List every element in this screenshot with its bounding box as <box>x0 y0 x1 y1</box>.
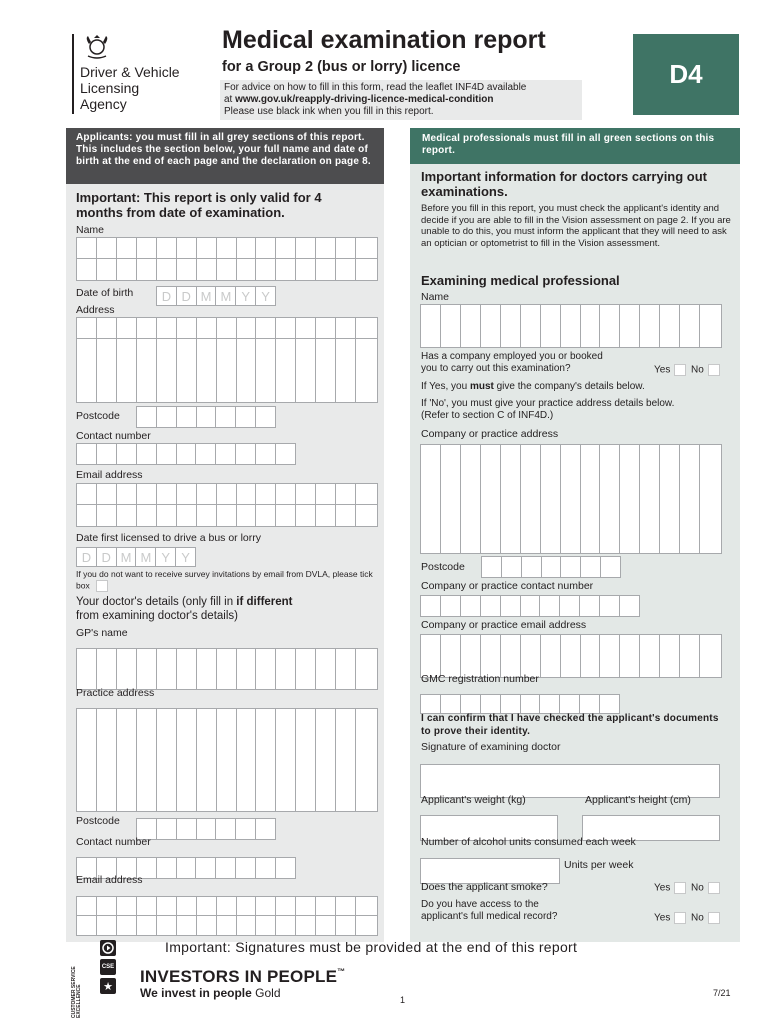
iip-level: Gold <box>255 986 281 1000</box>
company-no-checkbox[interactable] <box>708 364 720 376</box>
examiner-name-field[interactable] <box>420 304 722 348</box>
no-label: No <box>691 364 704 376</box>
yes-label: Yes <box>654 912 671 924</box>
if-yes-part: give the company's details below. <box>493 381 645 392</box>
company-yes-checkbox[interactable] <box>674 364 686 376</box>
agency-line: Licensing <box>80 80 140 96</box>
licensed-label: Date first licensed to drive a bus or lorry <box>76 532 261 544</box>
form-code-badge: D4 <box>633 34 739 115</box>
advice-link[interactable]: www.gov.uk/reapply-driving-licence-medical-condition <box>235 94 494 105</box>
iip-tagline <box>140 986 281 1000</box>
contact-field[interactable] <box>76 443 296 465</box>
iip-title: INVESTORS IN PEOPLE <box>140 967 338 986</box>
if-yes-text <box>421 381 645 393</box>
if-yes-must: must <box>469 381 494 392</box>
doctor-heading-emphasis: if different <box>236 596 293 608</box>
record-question-text: Do you have access to the <box>421 899 539 910</box>
signature-label: Signature of examining doctor <box>421 741 561 753</box>
yes-label: Yes <box>654 882 671 894</box>
name-field-row1[interactable] <box>76 237 378 259</box>
if-no-line: (Refer to section C of INF4D.) <box>421 410 554 421</box>
smoke-yes-option <box>654 882 686 895</box>
dob-cell[interactable]: M <box>197 287 217 306</box>
record-yes-option <box>654 912 686 925</box>
gp-name-label: GP's name <box>76 627 128 639</box>
address-label: Address <box>76 304 115 316</box>
royal-crest-icon <box>80 34 114 65</box>
units-label: Units per week <box>564 859 634 871</box>
weight-label: Applicant's weight (kg) <box>421 794 526 806</box>
email-label: Email address <box>76 469 143 481</box>
name-field-row2[interactable] <box>76 259 378 281</box>
cse-vertical-text: CUSTOMER SERVICE EXCELLENCE <box>71 966 82 1018</box>
page-title: Medical examination report <box>222 26 546 54</box>
iip-trademark: ™ <box>337 967 346 976</box>
page-subtitle: for a Group 2 (bus or lorry) licence <box>222 59 461 75</box>
practice-email-field-row1[interactable] <box>76 896 378 916</box>
company-postcode-label: Postcode <box>421 561 465 573</box>
alcohol-label: Number of alcohol units consumed each week <box>421 836 636 848</box>
contact-label: Contact number <box>76 430 151 442</box>
doctor-info-text: Before you fill in this report, you must check the applicant's identity and decide if you are able to fill in the Vision assessment on page 2. If you are unable to do this, you must inform the applicant that they will need to ask an optician or optometrist to fill in the Vision assessment. <box>421 203 731 249</box>
name-label: Name <box>76 224 105 236</box>
licensed-date-cell[interactable]: D <box>97 548 117 567</box>
dob-cell[interactable]: D <box>157 287 177 306</box>
doctor-info-heading: Important information for doctors carrying out examinations. <box>421 169 708 199</box>
identity-confirmation: I can confirm that I have checked the applicant's documents to prove their identity. <box>421 713 719 737</box>
company-address-field[interactable] <box>420 444 722 554</box>
iip-tag-text: We invest in people <box>140 986 252 1000</box>
advice-text: For advice on how to fill in this form, read the leaflet INF4D available <box>224 82 527 93</box>
survey-text-label: If you do not want to receive survey invitations by email from DVLA, please tick box <box>76 569 373 590</box>
yes-label: Yes <box>654 364 671 376</box>
examiner-name-label: Name <box>421 291 450 303</box>
doctor-heading-text: from examining doctor's details) <box>76 610 238 622</box>
if-yes-part: If Yes, you <box>421 381 470 392</box>
height-label: Applicant's height (cm) <box>585 794 691 806</box>
licensed-date-cell[interactable]: Y <box>156 548 176 567</box>
gmc-field[interactable] <box>420 694 620 714</box>
licensed-date-cell[interactable]: Y <box>176 548 196 567</box>
email-field-row1[interactable] <box>76 483 378 505</box>
record-question-text: applicant's full medical record? <box>421 911 558 922</box>
email2-label: Email address <box>76 874 143 886</box>
smoke-yes-checkbox[interactable] <box>674 882 686 894</box>
record-no-option <box>691 912 720 925</box>
agency-line: Agency <box>80 96 127 112</box>
postcode-label: Postcode <box>76 410 120 422</box>
record-yes-checkbox[interactable] <box>674 912 686 924</box>
licensed-date-cell[interactable]: M <box>117 548 137 567</box>
company-contact-field[interactable] <box>420 595 640 617</box>
survey-text <box>76 570 376 592</box>
gmc-label: GMC registration number <box>421 673 539 685</box>
address-field-row1[interactable] <box>76 317 378 339</box>
email-field-row2[interactable] <box>76 505 378 527</box>
smoke-label: Does the applicant smoke? <box>421 881 548 893</box>
doctor-details-heading <box>76 595 376 623</box>
company-postcode-field[interactable] <box>481 556 621 578</box>
applicant-banner: Applicants: you must fill in all grey sections of this report. This includes the section below, your full name and date of birth at the end of each page and the declaration on page 8. <box>66 128 384 184</box>
postcode2-label: Postcode <box>76 815 120 827</box>
advice-text: at <box>224 94 236 105</box>
smoke-no-checkbox[interactable] <box>708 882 720 894</box>
postcode-field[interactable] <box>136 406 276 428</box>
examining-heading: Examining medical professional <box>421 273 620 288</box>
dob-label: Date of birth <box>76 287 134 299</box>
practice-email-field-row2[interactable] <box>76 916 378 936</box>
dob-field[interactable] <box>156 286 276 306</box>
practice-address-field[interactable] <box>76 708 378 812</box>
play-icon <box>100 940 116 956</box>
dob-cell[interactable]: D <box>177 287 197 306</box>
licensed-date-cell[interactable]: D <box>77 548 97 567</box>
investors-in-people-logo <box>140 967 345 987</box>
licensed-date-field[interactable] <box>76 547 196 567</box>
dob-cell[interactable]: M <box>216 287 236 306</box>
company-email-label: Company or practice email address <box>421 619 587 631</box>
signature-field[interactable] <box>420 764 720 798</box>
company-yes-option <box>654 364 686 377</box>
signature-notice: Important: Signatures must be provided at the end of this report <box>165 939 578 955</box>
company-question-text: you to carry out this examination? <box>421 363 571 374</box>
medical-banner: Medical professionals must fill in all green sections on this report. <box>410 128 740 164</box>
company-question <box>421 351 651 375</box>
agency-line: Driver & Vehicle <box>80 64 180 80</box>
record-no-checkbox[interactable] <box>708 912 720 924</box>
no-label: No <box>691 912 704 924</box>
if-no-text <box>421 398 674 422</box>
smoke-no-option <box>691 882 720 895</box>
if-no-line: If 'No', you must give your practice address details below. <box>421 398 675 409</box>
company-no-option <box>691 364 720 377</box>
cse-badge: CSE <box>100 959 116 975</box>
company-email-field[interactable] <box>420 634 722 678</box>
crest-divider <box>72 34 74 114</box>
doctor-heading-text: Your doctor's details (only fill in <box>76 596 237 608</box>
advice-box <box>220 80 582 120</box>
dob-cell[interactable]: Y <box>256 287 276 306</box>
validity-notice: Important: This report is only valid for 4 months from date of examination. <box>76 190 322 220</box>
agency-name <box>80 64 180 112</box>
practice-postcode-field[interactable] <box>136 818 276 840</box>
contact2-label: Contact number <box>76 836 151 848</box>
star-icon: ★ <box>100 978 116 994</box>
company-question-text: Has a company employed you or booked <box>421 351 603 362</box>
company-contact-label: Company or practice contact number <box>421 580 594 592</box>
licensed-date-cell[interactable]: M <box>136 548 156 567</box>
no-label: No <box>691 882 704 894</box>
survey-opt-out-checkbox[interactable] <box>96 580 108 592</box>
company-address-label: Company or practice address <box>421 428 559 440</box>
form-version: 7/21 <box>713 988 731 998</box>
address-field-block[interactable] <box>76 339 378 403</box>
record-question <box>421 899 557 923</box>
practice-address-label: Practice address <box>76 687 155 699</box>
gp-name-field[interactable] <box>76 648 378 690</box>
advice-text: Please use black ink when you fill in this report. <box>224 106 434 117</box>
page-number: 1 <box>400 995 406 1005</box>
dob-cell[interactable]: Y <box>236 287 256 306</box>
